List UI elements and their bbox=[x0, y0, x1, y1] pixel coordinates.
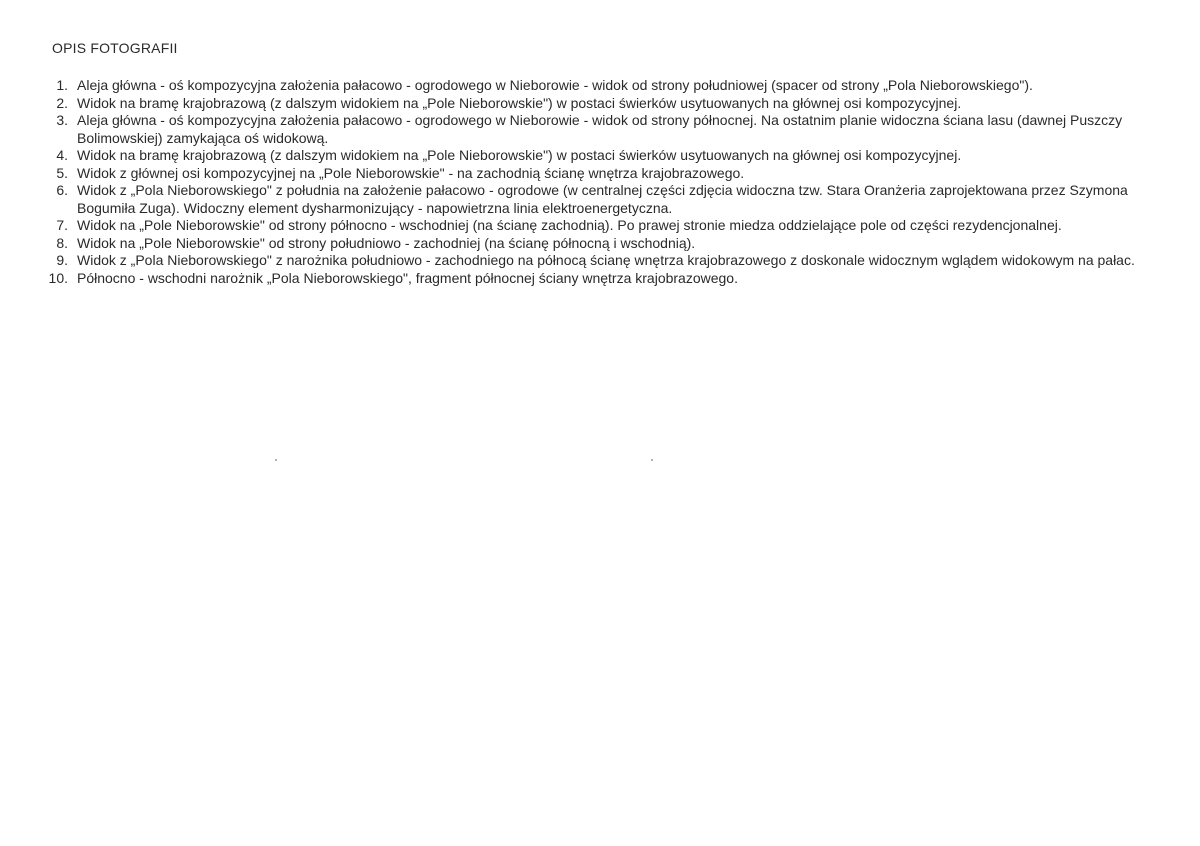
list-item bbox=[0, 217, 1200, 235]
list-item bbox=[0, 235, 1200, 253]
list-item bbox=[0, 77, 1200, 95]
item-text: Widok na bramę krajobrazową (z dalszym widokiem na „Pole Nieborowskie") w postaci świerków usytuowanych na głównej osi kompozycyjnej. bbox=[77, 147, 962, 163]
item-number: 5. bbox=[56, 164, 68, 181]
list-item bbox=[0, 95, 1200, 113]
scan-speck bbox=[275, 459, 277, 461]
item-number: 1. bbox=[56, 77, 68, 93]
item-number: 3. bbox=[56, 112, 68, 128]
item-number: 9. bbox=[56, 252, 68, 268]
list-item bbox=[0, 165, 1200, 183]
item-number: 10. bbox=[48, 269, 68, 286]
item-text: Widok z „Pola Nieborowskiego" z południa na założenie pałacowo - ogrodowe (w centralnej części zdjęcia widoczna tzw. Stara Oranżeria zaprojektowana przez Szymona Bogumiła Zuga). Widoczny element dysharmonizujący - napowietrzna linia elektroenergetyczna. bbox=[77, 182, 1128, 216]
photo-description-list bbox=[0, 77, 1200, 287]
item-text: Widok na „Pole Nieborowskie" od strony południowo - zachodniej (na ścianę północną i wschodnią). bbox=[77, 234, 696, 251]
item-text: Aleja główna - oś kompozycyjna założenia pałacowo - ogrodowego w Nieborowie - widok od strony południowej (spacer od strony „Pola Nieborowskiego"). bbox=[77, 77, 1033, 93]
item-number: 4. bbox=[56, 147, 68, 163]
item-number: 2. bbox=[56, 94, 68, 111]
list-item bbox=[0, 252, 1200, 270]
scan-speck bbox=[651, 459, 653, 461]
list-item bbox=[0, 147, 1200, 165]
item-text: Widok z głównej osi kompozycyjnej na „Pole Nieborowskie" - na zachodnią ścianę wnętrza krajobrazowego. bbox=[77, 164, 745, 181]
document-title: OPIS FOTOGRAFII bbox=[52, 40, 178, 56]
item-text: Północno - wschodni narożnik „Pola Nieborowskiego", fragment północnej ściany wnętrza krajobrazowego. bbox=[77, 269, 738, 286]
list-item bbox=[0, 270, 1200, 288]
item-text: Aleja główna - oś kompozycyjna założenia pałacowo - ogrodowego w Nieborowie - widok od strony północnej. Na ostatnim planie widoczna ściana lasu (dawnej Puszczy Bolimowskiej) zamykająca oś widokową. bbox=[77, 112, 1123, 146]
item-text: Widok na „Pole Nieborowskie" od strony północno - wschodniej (na ścianę zachodnią). Po prawej stronie miedza oddzielające pole od części rezydencjonalnej. bbox=[77, 217, 1062, 233]
list-item bbox=[0, 112, 1200, 147]
item-text: Widok z „Pola Nieborowskiego" z narożnika południowo - zachodniego na północą ścianę wnętrza krajobrazowego z doskonale widocznym wglądem widokowym na pałac. bbox=[77, 252, 1135, 268]
item-number: 8. bbox=[56, 234, 68, 251]
item-number: 6. bbox=[56, 182, 68, 198]
item-number: 7. bbox=[56, 217, 68, 233]
item-text: Widok na bramę krajobrazową (z dalszym widokiem na „Pole Nieborowskie") w postaci świerków usytuowanych na głównej osi kompozycyjnej. bbox=[77, 94, 962, 111]
list-item bbox=[0, 182, 1200, 217]
